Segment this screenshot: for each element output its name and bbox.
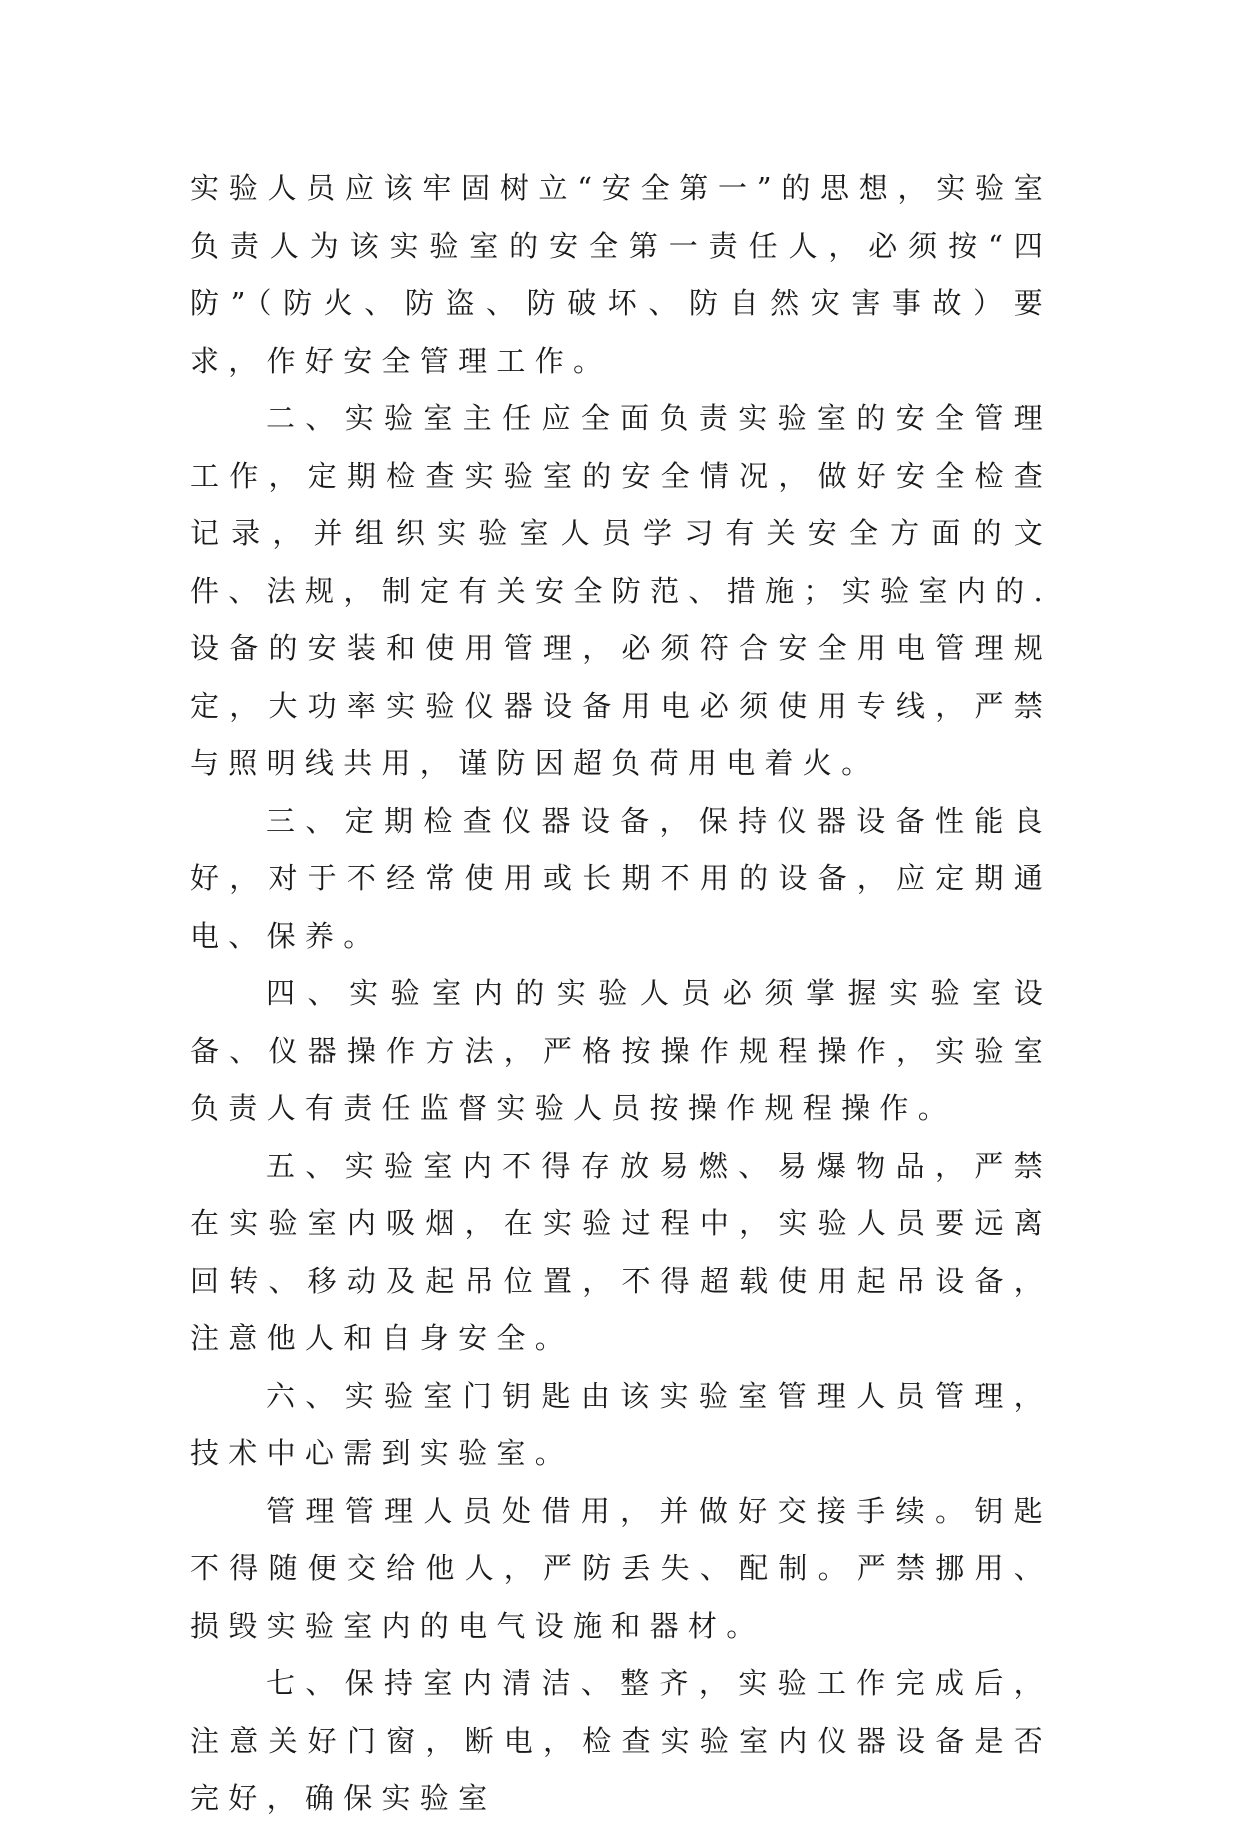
document-body: [190, 160, 1052, 1828]
paragraph-item-4: 四、实验室内的实验人员必须掌握实验室设备、仪器操作方法，严格按操作规程操作，实验室负责人有责任监督实验人员按操作规程操作。: [190, 976, 1052, 1125]
paragraph-item-2: 二、实验室主任应全面负责实验室的安全管理工作，定期检查实验室的安全情况，做好安全检查记录，并组织实验室人员学习有关安全方面的文件、法规，制定有关安全防范、措施；实验室内的.设备的安装和使用管理，必须符合安全用电管理规定，大功率实验仪器设备用电必须使用专线，严禁与照明线共用，谨防因超负荷用电着火。: [190, 401, 1052, 780]
paragraph-item-3: 三、定期检查仪器设备，保持仪器设备性能良好，对于不经常使用或长期不用的设备，应定期通电、保养。: [190, 803, 1052, 953]
paragraph-intro: 实验人员应该牢固树立“安全第一”的思想，实验室负责人为该实验室的安全第一责任人，必须按“四防”（防火、防盗、防破坏、防自然灾害事故）要求，作好安全管理工作。: [190, 171, 1052, 378]
paragraph-item-6-continued: 管理管理人员处借用，并做好交接手续。钥匙不得随便交给他人，严防丢失、配制。严禁挪用、损毁实验室内的电气设施和器材。: [190, 1493, 1052, 1643]
paragraph-item-7: 七、保持室内清洁、整齐，实验工作完成后，注意关好门窗，断电，检查实验室内仪器设备是否完好，确保实验室: [190, 1666, 1052, 1815]
paragraph-item-5: 五、实验室内不得存放易燃、易爆物品，严禁在实验室内吸烟，在实验过程中，实验人员要远离回转、移动及起吊位置，不得超载使用起吊设备，注意他人和自身安全。: [190, 1148, 1052, 1355]
paragraph-item-6: 六、实验室门钥匙由该实验室管理人员管理，技术中心需到实验室。: [190, 1378, 1052, 1470]
